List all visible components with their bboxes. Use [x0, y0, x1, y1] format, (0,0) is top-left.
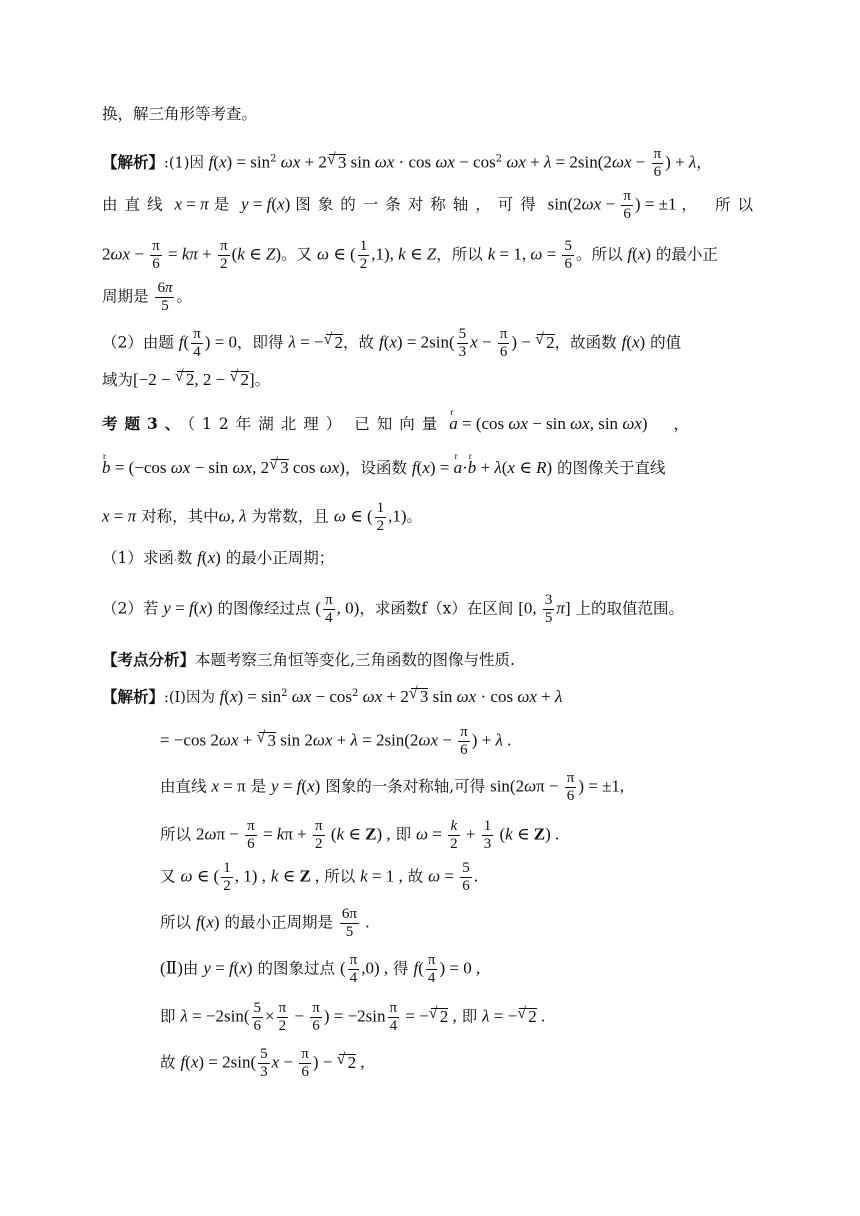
- section-label-analysis: 【解析】: [102, 152, 165, 172]
- section-label-key-points: 【考点分析】: [102, 650, 196, 669]
- line-19: 所以 f(x) 的最小正周期是 $\frac{6\pi}{5}$ .: [160, 906, 370, 940]
- line-6: （2）由题 f( $\frac{\pi}{4}$ ) = 0，即得 λ = −√ 2，故 f(x) = 2sin( $\frac{5}{3}$ x − $\frac{\pi}{6}$ ) − √ 2，故函数 f(x) 的值: [102, 326, 681, 361]
- line-20: (Ⅱ)由 y = f(x) 的图象过点 ( $\frac{\pi}{4}$ ,0) , 得 f( $\frac{\pi}{4}$ ) = 0 ,: [160, 952, 481, 986]
- line-13: 【考点分析】本题考察三角恒等变化,三角函数的图像与性质.: [102, 650, 515, 669]
- line-8: 考题3、（12年湖北理） 已知向量 r a = (cos ωx − sin ωx, sin ωx) ，: [102, 414, 689, 434]
- line-7: 域为[−2 − √ 2, 2 − √ 2]。: [102, 370, 270, 390]
- line-22: 故 f(x) = 2sin( $\frac{5}{3}$ x − $\frac{\pi}{6}$ ) − √ 2 ,: [160, 1046, 365, 1081]
- line-1: [102, 104, 257, 124]
- line-15: = −cos 2ωx + √ 3 sin 2ωx + λ = 2sin(2ωx − $\frac{\pi}{6}$ ) + λ .: [160, 724, 511, 759]
- line-9: r b = (−cos ωx − sin ωx, 2√ 3 cos ωx)，设函数 f(x) = r a·r b + λ(x ∈ R) 的图像关于直线: [102, 458, 666, 478]
- line-3: 由直线 x = π 是 y = f(x) 图象的一条对称轴，可得 sin(2ωx − $\frac{\pi}{6}$ ) = ±1 ， 所以: [102, 188, 760, 222]
- problem-label: 考题3、: [102, 414, 188, 433]
- text-intro-tail: 换，解三角形等考查。: [102, 105, 258, 123]
- line-12: （2）若 y = f(x) 的图像经过点 ( $\frac{\pi}{4}$ , 0)，求函数f（x）在区间 [0, $\frac{3}{5}$ π] 上的取值范围。: [102, 592, 685, 626]
- line-14: 【解析】:(Ⅰ)因为 $f(x) = \sin^2 \omega x - \cos^2 \omega x + 2√$ 3 sin ωx · cos ωx + λ: [102, 684, 562, 708]
- line-18: 又 ω ∈ ( $\frac{1}{2}$ , 1) , k ∈ Z , 所以 k = 1 , 故 ω = $\frac{5}{6}$ .: [160, 860, 479, 894]
- line-11: （1）求函·数 f(x) 的最小正周期；: [102, 548, 335, 567]
- line-21: 即 λ = −2sin( $\frac{5}{6}$ × $\frac{\pi}{2}$ − $\frac{\pi}{6}$ ) = −2sin $\frac{\pi}{4}$ = −√ 2 , 即 λ = −√ 2 .: [160, 1000, 545, 1035]
- line-10: x = π 对称，其中ω, λ 为常数，且 ω ∈ ( $\frac{1}{2}$ ,1)。: [102, 500, 423, 534]
- section-label-analysis-2: 【解析】: [102, 687, 165, 707]
- line-17: 所以 2ωπ − $\frac{\pi}{6}$ = kπ + $\frac{\pi}{2}$ (k ∈ Z) , 即 ω = $\frac{k}{2}$ + $\frac{1}{3}$ (k ∈ Z) .: [160, 818, 560, 852]
- line-2: 【解析】:(1)因 $f(x) = \sin^2 \omega x + 2√$ 3 $\sin \omega x \cdot \cos \omega x - \cos^2 \omega x + \lambda = 2\sin(2\omega x$ − $\frac{\pi}{6}$ ) + λ，: [102, 146, 712, 181]
- line-5: 周期是 $\frac{6\pi}{5}$ 。: [102, 280, 192, 314]
- line-4: 2ωx − $\frac{\pi}{6}$ = kπ + $\frac{\pi}{2}$ (k ∈ Z)。又 ω ∈ ( $\frac{1}{2}$ ,1), k ∈ Z，所以 k = 1, ω = $\frac{5}{6}$ 。所以 f(x) 的最小正: [102, 238, 718, 272]
- line-16: 由直线 x = π 是 y = f(x) 图象的一条对称轴,可得 sin(2ωπ − $\frac{\pi}{6}$ ) = ±1,: [160, 770, 625, 804]
